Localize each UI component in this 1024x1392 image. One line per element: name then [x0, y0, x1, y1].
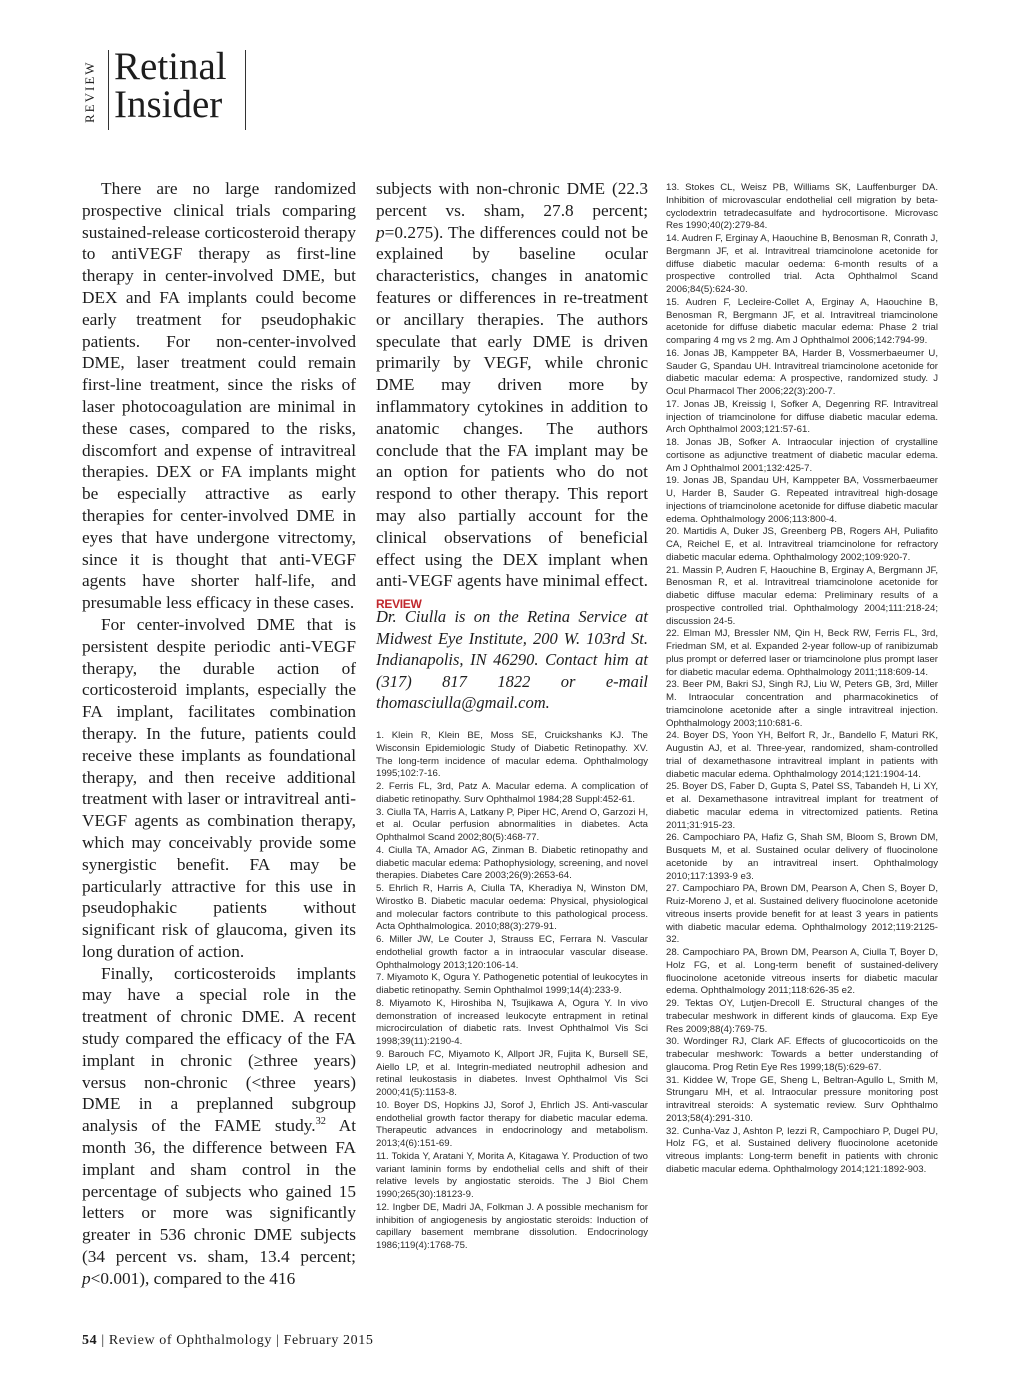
footer-separator: |	[276, 1333, 280, 1348]
reference-item: 15. Audren F, Lecleire-Collet A, Erginay A, Haouchine B, Benosman R, Bergmann JF, et al. Intravitreal triamcinolone acetonide for diffuse diabetic macular edema: Phase 2 trial comparing 4 mg vs 2 mg. Am J Ophthalmol 2006;142:794-99.	[666, 296, 938, 346]
citation-superscript: 32	[315, 1116, 326, 1128]
reference-item: 4. Ciulla TA, Amador AG, Zinman B. Diabetic retinopathy and diabetic macular edema: Pathophysiology, screening, and novel therapies. Diabetes Care 2003;26(9):2653-64.	[376, 844, 648, 882]
body-column-1	[82, 178, 356, 1290]
paragraph	[82, 963, 356, 1290]
p-value-symbol: p	[376, 222, 385, 242]
text-run: =0.275). The differences could not be explained by baseline ocular characteristics, changes in anatomic features or differences in re-treatment or ancillary therapies. The authors speculate that early DME is driven primarily by VEGF, while chronic DME may driven more by inflammatory cytokines in addition to anatomic changes. The authors conclude that the FA implant may be an option for patients who do not respond to other therapy. This report may also partially account for the clinical observations of beneficial effect using the DEX implant when anti-VEGF agents have minimal effect.	[376, 222, 648, 591]
footer-separator: |	[101, 1333, 105, 1348]
reference-item: 29. Tektas OY, Lutjen-Drecoll E. Structural changes of the trabecular meshwork in different kinds of glaucoma. Exp Eye Res 2009;88(4):769-75.	[666, 998, 938, 1035]
reference-item: 21. Massin P, Audren F, Haouchine B, Erginay A, Bergmann JF, Benosman R, et al. Intravitreal triamcinolone acetonide for diabetic diffuse macular edema: Preliminary results of a prospective controlled trial. Ophthalmology 2004;111:218-24; discussion 24-5.	[666, 564, 938, 627]
reference-item: 5. Ehrlich R, Harris A, Ciulla TA, Kheradiya N, Winston DM, Wirostko B. Diabetic macular oedema: Physical, physiological and molecular factors contribute to this pathological process. Acta Ophthalmologica. 2010;88(3):279-91.	[376, 883, 648, 933]
paragraph: For center-involved DME that is persistent despite periodic anti-VEGF therapy, the durable action of corticosteroid implants, especially the FA implant, facilitates combination therapy. In the future, patients could receive these implants as foundational therapy, and then receive additional treatment with laser or intravitreal anti-VEGF agents as combination therapy, which may conceivably provide some synergistic benefit. FA may be particularly attractive for this use in pseudophakic patients without significant risk of glaucoma, given its long duration of action.	[82, 614, 356, 961]
page-number: 54	[82, 1333, 98, 1348]
reference-item: 19. Jonas JB, Spandau UH, Kamppeter BA, Vossmerbaeumer U, Harder B, Sauder G. Repeated intravitreal high-dosage injections of triamcinolone acetonide for diffuse diabetic macular edema. Ophthalmology 2006;113:800-4.	[666, 475, 938, 525]
body-column-2	[376, 178, 648, 616]
reference-item: 17. Jonas JB, Kreissig I, Sofker A, Degenring RF. Intravitreal injection of triamcinolone for diffuse diabetic macular edema. Arch Ophthalmol 2003;121:57-61.	[666, 398, 938, 436]
author-bio: Dr. Ciulla is on the Retina Service at Midwest Eye Institute, 200 W. 103rd St. Indianapolis, IN 46290. Contact him at (317) 817 1822 or e-mail thomasciulla@gmail.com.	[376, 607, 648, 712]
reference-item: 2. Ferris FL, 3rd, Patz A. Macular edema. A complication of diabetic retinopathy. Surv Ophthalmol 1984;28 Suppl:452-61.	[376, 781, 648, 805]
reference-item: 16. Jonas JB, Kamppeter BA, Harder B, Vossmerbaeumer U, Sauder G, Spandau UH. Intravitreal triamcinolone acetonide for diabetic macular edema: A prospective, randomized study. J Ocul Pharmacol Ther 2006;22(3):200-7.	[666, 347, 938, 397]
reference-item: 13. Stokes CL, Weisz PB, Williams SK, Lauffenburger DA. Inhibition of microvascular endothelial cell migration by beta-cyclodextrin tetradecasulfate and hydrocortisone. Microvasc Res 1990;40(2):279-84.	[666, 182, 938, 232]
reference-item: 11. Tokida Y, Aratani Y, Morita A, Kitagawa Y. Production of two variant laminin forms by endothelial cells and shift of their relative levels by angiostatic steroids. The J Biol Chem 1990;265(30):18123-9.	[376, 1150, 648, 1200]
section-title-line2: Insider	[114, 83, 223, 126]
reference-item: 31. Kiddee W, Trope GE, Sheng L, Beltran-Agullo L, Smith M, Strungaru MH, et al. Intraocular pressure monitoring post intravitreal steroids: A systematic review. Surv Ophthalmo 2013;58(4):291-310.	[666, 1074, 938, 1124]
issue-date: February 2015	[283, 1333, 374, 1348]
header-rule-right	[245, 50, 246, 130]
reference-item: 32. Cunha-Vaz J, Ashton P, Iezzi R, Campochiaro P, Dugel PU, Holz FG, et al. Sustained delivery fluocinolone acetonide vitreous implants: Long-term benefit in patients with chronic diabetic macular edema. Ophthalmology 2014;121:1892-903.	[666, 1125, 938, 1175]
reference-item: 25. Boyer DS, Faber D, Gupta S, Patel SS, Tabandeh H, Li XY, et al. Dexamethasone intravitreal implant for treatment of diabetic macular edema in vitrectomized patients. Retina 2011;31:915-23.	[666, 781, 938, 831]
reference-item: 14. Audren F, Erginay A, Haouchine B, Benosman R, Conrath J, Bergmann JF, et al. Intravitreal triamcinolone acetonide for diffuse diabetic macular oedema: 6-month results of a prospective controlled trial. Acta Ophthalmol Scand 2006;84(5):624-30.	[666, 233, 938, 295]
reference-item: 27. Campochiaro PA, Brown DM, Pearson A, Chen S, Boyer D, Ruiz-Moreno J, et al. Sustained delivery fluocinolone acetonide vitreous inserts provide benefit for at least 3 years in patients with diabetic macular edema. Ophthalmology 2012;119:2125-32.	[666, 883, 938, 946]
end-of-article-mark: REVIEW	[376, 597, 422, 612]
reference-item: 20. Martidis A, Duker JS, Greenberg PB, Rogers AH, Puliafito CA, Reichel E, et al. Intravitreal triamcinolone for refractory diabetic macular edema. Ophthalmology 2002;109:920-7.	[666, 526, 938, 563]
reference-item: 7. Miyamoto K, Ogura Y. Pathogenetic potential of leukocytes in diabetic retinopathy. Semin Ophthalmol 1999;14(4):233-9.	[376, 972, 648, 996]
section-title-line1: Retinal	[114, 45, 227, 88]
reference-item: 28. Campochiaro PA, Brown DM, Pearson A, Ciulla T, Boyer D, Holz FG, et al. Long-term benefit of sustained-delivery fluocinolone acetonide vitreous inserts for diabetic macular edema. Ophthalmology 2011;118:626-35 e2.	[666, 947, 938, 997]
paragraph: There are no large randomized prospective clinical trials comparing sustained-release corticosteroid therapy to antiVEGF therapy as first-line therapy in center-involved DME, but DEX and FA implants could become early treatment for pseudophakic patients. For non-center-involved DME, laser treatment could remain first-line treatment, since the risks of laser photocoagulation are minimal in these cases, compared to the risks, discomfort and expense of intravitreal therapies. DEX or FA implants might be especially attractive as early therapies for center-involved DME in eyes that have undergone vitrectomy, since it is thought that anti-VEGF agents have shorter half-life, and presumable less efficacy in these cases.	[82, 179, 356, 613]
reference-item: 1. Klein R, Klein BE, Moss SE, Cruickshanks KJ. The Wisconsin Epidemiologic Study of Diabetic Retinopathy. XV. The long-term incidence of macular edema. Ophthalmology 1995;102:7-16.	[376, 730, 648, 780]
text-run: At month 36, the difference between FA implant and sham control in the percentage of subjects who gained 15 letters or more was significantly greater in 536 chronic DME subjects (34 percent vs. sham, 13.4 percent;	[82, 1116, 356, 1267]
reference-item: 9. Barouch FC, Miyamoto K, Allport JR, Fujita K, Bursell SE, Aiello LP, et al. Integrin-mediated neutrophil adhesion and retinal leukostasis in diabetes. Invest Ophthalmol Vis Sci 2000;41(5):1153-8.	[376, 1048, 648, 1098]
text-run: <0.001), compared to the 416	[90, 1268, 296, 1288]
reference-item: 3. Ciulla TA, Harris A, Latkany P, Piper HC, Arend O, Garzozi H, et al. Ocular perfusion abnormalities in diabetes. Acta Ophthalmol Scand 2002;80(5):468-77.	[376, 806, 648, 843]
reference-item: 12. Ingber DE, Madri JA, Folkman J. A possible mechanism for inhibition of angiogenesis by angiostatic steroids: Induction of capillary basement membrane dissolution. Endocrinology 1986;119(4):1768-75.	[376, 1201, 648, 1251]
publication-name: Review of Ophthalmology	[108, 1333, 272, 1348]
reference-item: 10. Boyer DS, Hopkins JJ, Sorof J, Ehrlich JS. Anti-vascular endothelial growth factor therapy for diabetic macular edema. Therapeutic advances in endocrinology and metabolism. 2013;4(6):151-69.	[376, 1099, 648, 1149]
page-footer	[82, 1333, 373, 1349]
reference-item: 26. Campochiaro PA, Hafiz G, Shah SM, Bloom S, Brown DM, Busquets M, et al. Sustained ocular delivery of fluocinolone acetonide by an intravitreal insert. Ophthalmology 2010;117:1393-9 e3.	[666, 832, 938, 882]
p-value-symbol: p	[82, 1268, 91, 1288]
reference-item: 18. Jonas JB, Sofker A. Intraocular injection of crystalline cortisone as adjunctive treatment of diabetic macular edema. Am J Ophthalmol 2001;132:425-7.	[666, 437, 938, 474]
reference-item: 24. Boyer DS, Yoon YH, Belfort R, Jr., Bandello F, Maturi RK, Augustin AJ, et al. Three-year, randomized, sham-controlled trial of dexamethasone intravitreal implant in patients with diabetic macular edema. Ophthalmology 2014;121:1904-14.	[666, 730, 938, 780]
references-column-right	[666, 182, 938, 1177]
reference-item: 6. Miller JW, Le Couter J, Strauss EC, Ferrara N. Vascular endothelial growth factor a in intraocular vascular disease. Ophthalmology 2013;120:106-14.	[376, 934, 648, 971]
section-label: REVIEW	[82, 60, 97, 124]
header-rule-left	[108, 50, 109, 130]
text-run: Finally, corticosteroids implants may have a special role in the treatment of chronic DME. A recent study compared the efficacy of the FA implant in chronic (≥three years) versus non-chronic (<three years) DME in a preplanned subgroup analysis of the FAME study.	[82, 963, 356, 1136]
reference-item: 23. Beer PM, Bakri SJ, Singh RJ, Liu W, Peters GB, 3rd, Miller M. Intraocular concentration and pharmacokinetics of triamcinolone acetonide after a single intravitreal injection. Ophthalmology 2003;110:681-6.	[666, 679, 938, 729]
reference-item: 22. Elman MJ, Bressler NM, Qin H, Beck RW, Ferris FL, 3rd, Friedman SM, et al. Expanded 2-year follow-up of ranibizumab plus prompt or deferred laser or triamcinolone plus prompt laser for diabetic macular edema. Ophthalmology 2011;118:609-14.	[666, 628, 938, 678]
reference-item: 8. Miyamoto K, Hiroshiba N, Tsujikawa A, Ogura Y. In vivo demonstration of increased leukocyte entrapment in retinal microcirculation of diabetic rats. Invest Ophthalmol Vis Sci 1998;39(11):2190-4.	[376, 997, 648, 1047]
section-header	[80, 44, 280, 134]
reference-item: 30. Wordinger RJ, Clark AF. Effects of glucocorticoids on the trabecular meshwork: Towards a better understanding of glaucoma. Prog Retin Eye Res 1999;18(5):629-67.	[666, 1036, 938, 1073]
section-title	[114, 45, 227, 126]
paragraph	[376, 178, 648, 616]
references-column-left	[376, 730, 648, 1253]
text-run: subjects with non-chronic DME (22.3 percent vs. sham, 27.8 percent;	[376, 179, 648, 220]
